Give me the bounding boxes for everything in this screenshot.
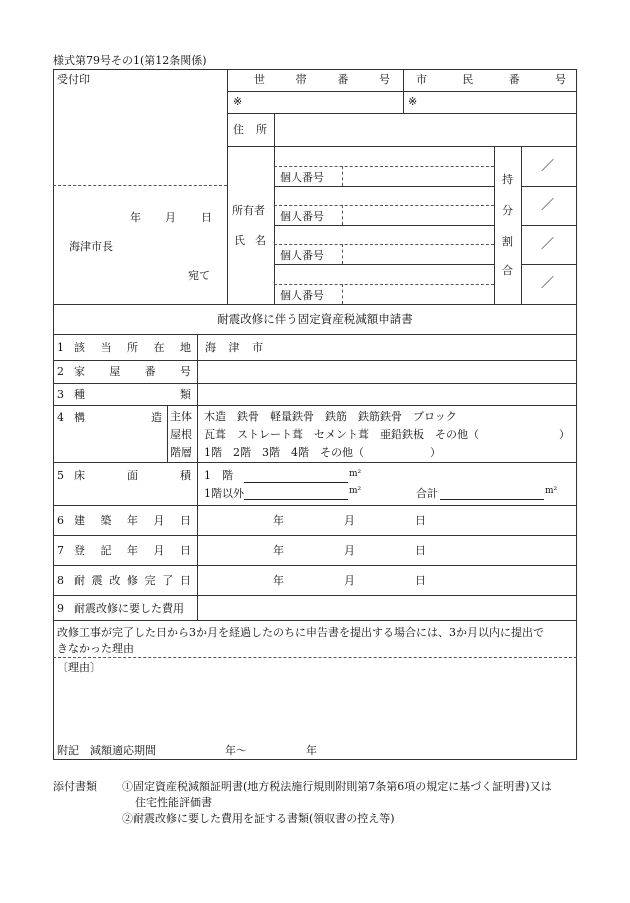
- row-number: 5: [57, 469, 64, 482]
- structure-main-label: 主体: [170, 410, 192, 423]
- address-label: [233, 124, 267, 135]
- reception-stamp-label: 受付印: [57, 73, 90, 86]
- structure-floor-label: 階層: [170, 446, 192, 459]
- owner-label: 所有者: [232, 204, 265, 217]
- row-label-house-number: [74, 366, 191, 377]
- row-label-type: [74, 389, 191, 400]
- structure-roof-close: ）: [559, 428, 570, 441]
- row-number: 9: [57, 602, 64, 615]
- structure-roof-label: 屋根: [170, 428, 192, 441]
- row-label-text: 建 築 年 月 日: [74, 514, 191, 527]
- share-char: 割: [502, 235, 513, 248]
- floor-area-total-label: 合計: [416, 487, 438, 500]
- row-label-text: 家 屋 番 号: [74, 365, 191, 378]
- reason-label: 〔理由〕: [57, 661, 101, 674]
- floor-area-other-label: 1階以外: [204, 487, 244, 500]
- address-label-text: 住 所: [233, 123, 267, 136]
- row-number: 1: [57, 341, 64, 354]
- row-label-text: 種 類: [74, 388, 191, 401]
- personal-number-label: 個人番号: [280, 249, 324, 262]
- structure-main-options: 木造 鉄骨 軽量鉄骨 鉄筋 鉄筋鉄骨 ブロック: [204, 410, 457, 423]
- row-label-built-date: [74, 515, 191, 526]
- resident-number-label: [416, 74, 566, 85]
- location-value: [205, 342, 263, 353]
- date-day: 日: [415, 514, 426, 527]
- structure-floor-options: 1階 2階 3階 4階 その他（: [204, 446, 364, 459]
- addressee-label: 宛て: [188, 269, 210, 282]
- row-number: 2: [57, 365, 64, 378]
- floor-area-first-label: 1 階: [204, 469, 233, 482]
- row-number: 7: [57, 544, 64, 557]
- date-day: 日: [415, 544, 426, 557]
- attachment-item-2: ②耐震改修に要した費用を証する書類(領収書の控え等): [122, 812, 395, 825]
- row-label-structure: [74, 412, 162, 423]
- date-year: 年: [130, 211, 141, 224]
- form-title: 耐震改修に伴う固定資産税減額申請書: [217, 312, 413, 326]
- row-label-location: [74, 342, 191, 353]
- row-number: 3: [57, 388, 64, 401]
- date-day: 日: [415, 574, 426, 587]
- share-slash: ／: [541, 159, 555, 174]
- name-label: [234, 235, 266, 246]
- name-label-text: 氏 名: [234, 234, 266, 247]
- date-year: 年: [273, 574, 284, 587]
- share-char: 合: [502, 264, 513, 277]
- attachment-item-1: ①固定資産税減額証明書(地方税法施行規則附則第7条第6項の規定に基づく証明書)又は: [122, 780, 552, 793]
- attachment-item-1-cont: 住宅性能評価書: [135, 796, 212, 809]
- share-char: 分: [502, 204, 513, 217]
- form-number: 様式第79号その1(第12条関係): [53, 54, 207, 67]
- date-day: 日: [201, 211, 212, 224]
- location-value-text: 海 津 市: [205, 341, 263, 354]
- date-month: 月: [344, 514, 355, 527]
- official-use-mark: ※: [408, 95, 418, 108]
- row-label-text: 登 記 年 月 日: [74, 544, 191, 557]
- row-label-registration-date: [74, 545, 191, 556]
- date-month: 月: [165, 211, 176, 224]
- personal-number-label: 個人番号: [280, 289, 324, 302]
- date-month: 月: [344, 544, 355, 557]
- row-label-completion-date: [74, 575, 191, 586]
- date-year: 年: [273, 544, 284, 557]
- personal-number-label: 個人番号: [280, 171, 324, 184]
- area-unit: m²: [349, 486, 362, 496]
- row-number: 6: [57, 514, 64, 527]
- attachments-label: 添付書類: [53, 780, 97, 793]
- household-number-label: [254, 74, 390, 85]
- mayor-label: 海津市長: [69, 240, 113, 253]
- resident-number-text: 市 民 番 号: [416, 73, 566, 86]
- reason-instruction-line1: 改修工事が完了した日から3か月を経過したのちに申告書を提出する場合には、3か月以内に提出で: [57, 626, 544, 639]
- note-label: 附記 減額適応期間: [57, 744, 156, 757]
- share-slash: ／: [541, 237, 555, 252]
- structure-floor-close: ）: [430, 446, 441, 459]
- share-slash: ／: [541, 198, 555, 213]
- share-char: 持: [502, 173, 513, 186]
- date-year: 年: [273, 514, 284, 527]
- area-unit: m²: [349, 469, 362, 479]
- row-label-text: 床 面 積: [74, 469, 191, 482]
- household-number-text: 世 帯 番 号: [254, 73, 390, 86]
- reason-instruction-line2: きなかった理由: [57, 642, 134, 655]
- structure-roof-options: 瓦葺 ストレート葺 セメント葺 亜鉛鉄板 その他（: [204, 428, 479, 441]
- row-label-floor-area: [74, 470, 191, 481]
- official-use-mark: ※: [233, 95, 243, 108]
- row-label-text: 構 造: [74, 411, 162, 424]
- date-month: 月: [344, 574, 355, 587]
- note-year-to: 年: [306, 744, 317, 757]
- row-label-text: 耐 震 改 修 完 了 日: [74, 574, 191, 587]
- note-year-from: 年～: [225, 744, 247, 757]
- share-slash: ／: [541, 276, 555, 291]
- row-number: 4: [57, 411, 64, 424]
- personal-number-label: 個人番号: [280, 210, 324, 223]
- row-label-cost: 耐震改修に要した費用: [74, 602, 184, 615]
- row-number: 8: [57, 574, 64, 587]
- area-unit: m²: [545, 486, 558, 496]
- row-label-text: 該 当 所 在 地: [74, 341, 191, 354]
